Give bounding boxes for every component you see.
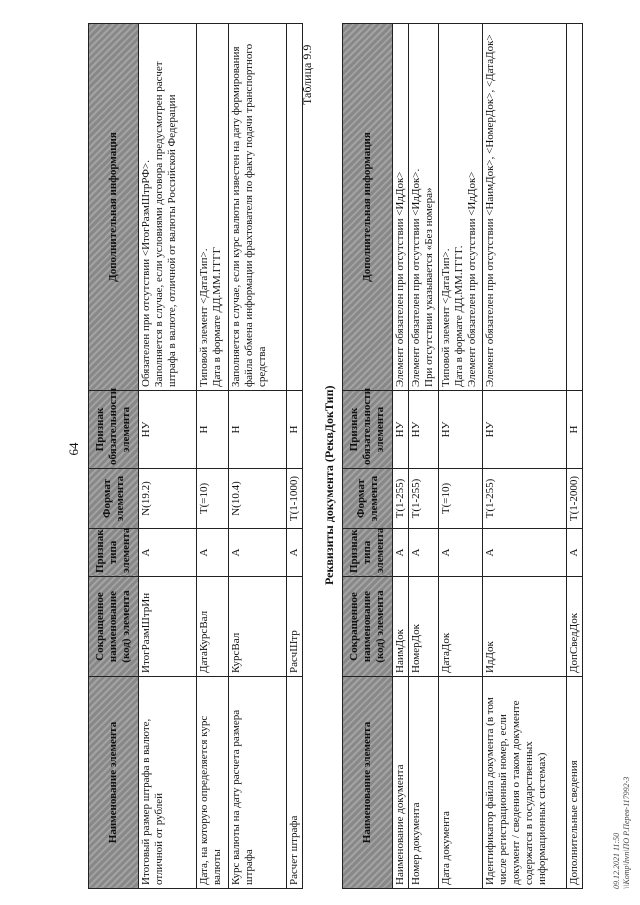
col-header-info: Дополнительная информация <box>89 24 139 391</box>
col-header-name: Наименование элемента <box>89 677 139 889</box>
col-header-code: Сокращенное наименование (код) элемента <box>89 577 139 677</box>
table-row: Итоговый размер штрафа в валюте, отличной от рублей ИтогРазмШтрИн А N(19.2) НУ Обязателен при отсутствии <ИтогРазмШтрРФ>. Заполняется в случае, если условиями договора предусмотрен расчет штрафа в валюте, отличной от валюты Российской Федерации <box>139 24 197 889</box>
table-label: Таблица 9.9 <box>300 44 314 105</box>
col-header-code: Сокращенное наименование (код) элемента <box>343 577 393 677</box>
page-number: 64 <box>66 442 81 456</box>
table-row: Наименование документа НаимДок А T(1-255) НУ Элемент обязателен при отсутствии <ИдДок> <box>393 24 409 889</box>
col-header-required: Признак обязательности элемента <box>343 391 393 469</box>
col-header-name: Наименование элемента <box>343 677 393 889</box>
col-header-required: Признак обязательности элемента <box>89 391 139 469</box>
table-row: Дата документа ДатаДок А T(=10) НУ Типовой элемент <ДатаТип>. Дата в формате ДД.ММ.ГГГГ. Элемент обязателен при отсутствии <ИдДок> <box>439 24 483 889</box>
table-2 <box>342 23 583 889</box>
table-2-title: Реквизиты документа (РеквДокТип) <box>322 385 336 585</box>
table-row: Дата, на которую определяется курс валюты ДатаКурсВал А T(=10) Н Типовой элемент <ДатаТип>. Дата в формате ДД.ММ.ГГГГ <box>197 24 229 889</box>
table-row: Расчет штрафа РасчШтр А T(1-1000) Н <box>287 24 303 889</box>
table-row: Курс валюты на дату расчета размера штрафа КурсВал А N(10.4) Н Заполняется в случае, если курс валюты известен на дату формирования файла обмена информации фрахтователя по факту подачи транспортного средства <box>229 24 287 889</box>
col-header-type: Признак типа элемента <box>89 529 139 577</box>
table-row: Дополнительные сведения ДопСведДок А T(1-2000) Н <box>567 24 583 889</box>
col-header-type: Признак типа элемента <box>343 529 393 577</box>
table-row: Номер документа НомерДок А T(1-255) НУ Элемент обязателен при отсутствии <ИдДок>. При отсутствии указывается «Без номера» <box>409 24 439 889</box>
col-header-format: Формат элемента <box>343 469 393 529</box>
table-1 <box>88 23 303 889</box>
footer-stamp: 09.12.2021 11:50 \\Komp\hvn\ПО Р.Перев-117992-3 <box>612 776 631 889</box>
col-header-info: Дополнительная информация <box>343 24 393 391</box>
col-header-format: Формат элемента <box>89 469 139 529</box>
table-row: Идентификатор файла документа (в том числе регистрационный номер, если документ / сведения о таком документе содержатся в государственных информационных системах) ИдДок А T(1-255) НУ Элемент обязателен при отсутствии <НаимДок>, <НомерДок>, <ДатаДок> <box>483 24 567 889</box>
